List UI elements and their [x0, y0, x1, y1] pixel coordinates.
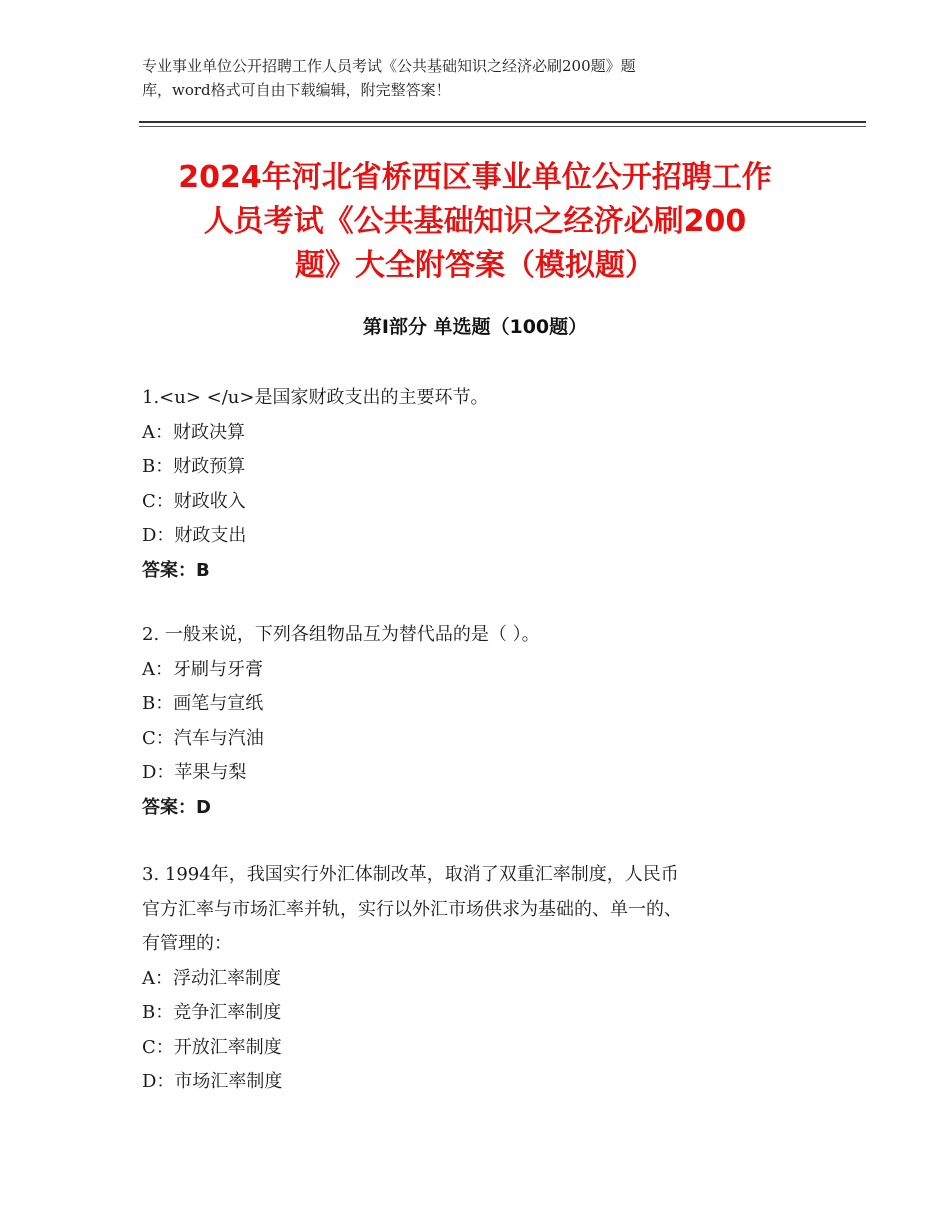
- question-stem: 有管理的：: [142, 933, 232, 954]
- header-note: [142, 54, 782, 102]
- answer: 答案：D: [142, 796, 211, 818]
- title-line: 题》大全附答案（模拟题）: [295, 248, 655, 283]
- title-line: 人员考试《公共基础知识之经济必刷200: [203, 204, 747, 239]
- question-block: [142, 618, 822, 825]
- question-stem: 1.<u> </u>是国家财政支出的主要环节。: [142, 387, 489, 408]
- header-divider: [139, 126, 866, 127]
- question-block: [142, 858, 822, 1100]
- section-title: 第Ⅰ部分 单选题（100题）: [362, 316, 588, 338]
- header-note-line: 专业事业单位公开招聘工作人员考试《公共基础知识之经济必刷200题》题: [142, 57, 636, 75]
- question-stem: 2. 一般来说，下列各组物品互为替代品的是（ ）。: [142, 624, 540, 645]
- question-block: [142, 381, 822, 588]
- option-a: A：财政决算: [142, 421, 245, 443]
- option-c: C：开放汇率制度: [142, 1036, 282, 1058]
- document-title: [120, 156, 830, 288]
- option-d: D：市场汇率制度: [142, 1071, 283, 1092]
- header-note-line: 库，word格式可自由下载编辑，附完整答案！: [142, 81, 451, 99]
- option-c: C：汽车与汽油: [142, 727, 264, 749]
- option-b: B：画笔与宣纸: [142, 693, 264, 714]
- option-b: B：竞争汇率制度: [142, 1002, 282, 1023]
- option-a: A：浮动汇率制度: [142, 967, 281, 989]
- question-stem: 官方汇率与市场汇率并轨，实行以外汇市场供求为基础的、单一的、: [142, 898, 682, 920]
- option-c: C：财政收入: [142, 490, 246, 512]
- option-d: D：苹果与梨: [142, 762, 247, 783]
- title-line: 2024年河北省桥西区事业单位公开招聘工作: [178, 160, 772, 195]
- option-a: A：牙刷与牙膏: [142, 658, 263, 680]
- answer: 答案：B: [142, 559, 210, 581]
- option-b: B：财政预算: [142, 456, 246, 477]
- header-divider: [139, 121, 866, 123]
- question-stem: 3. 1994年，我国实行外汇体制改革，取消了双重汇率制度，人民币: [142, 864, 679, 885]
- option-d: D：财政支出: [142, 525, 247, 546]
